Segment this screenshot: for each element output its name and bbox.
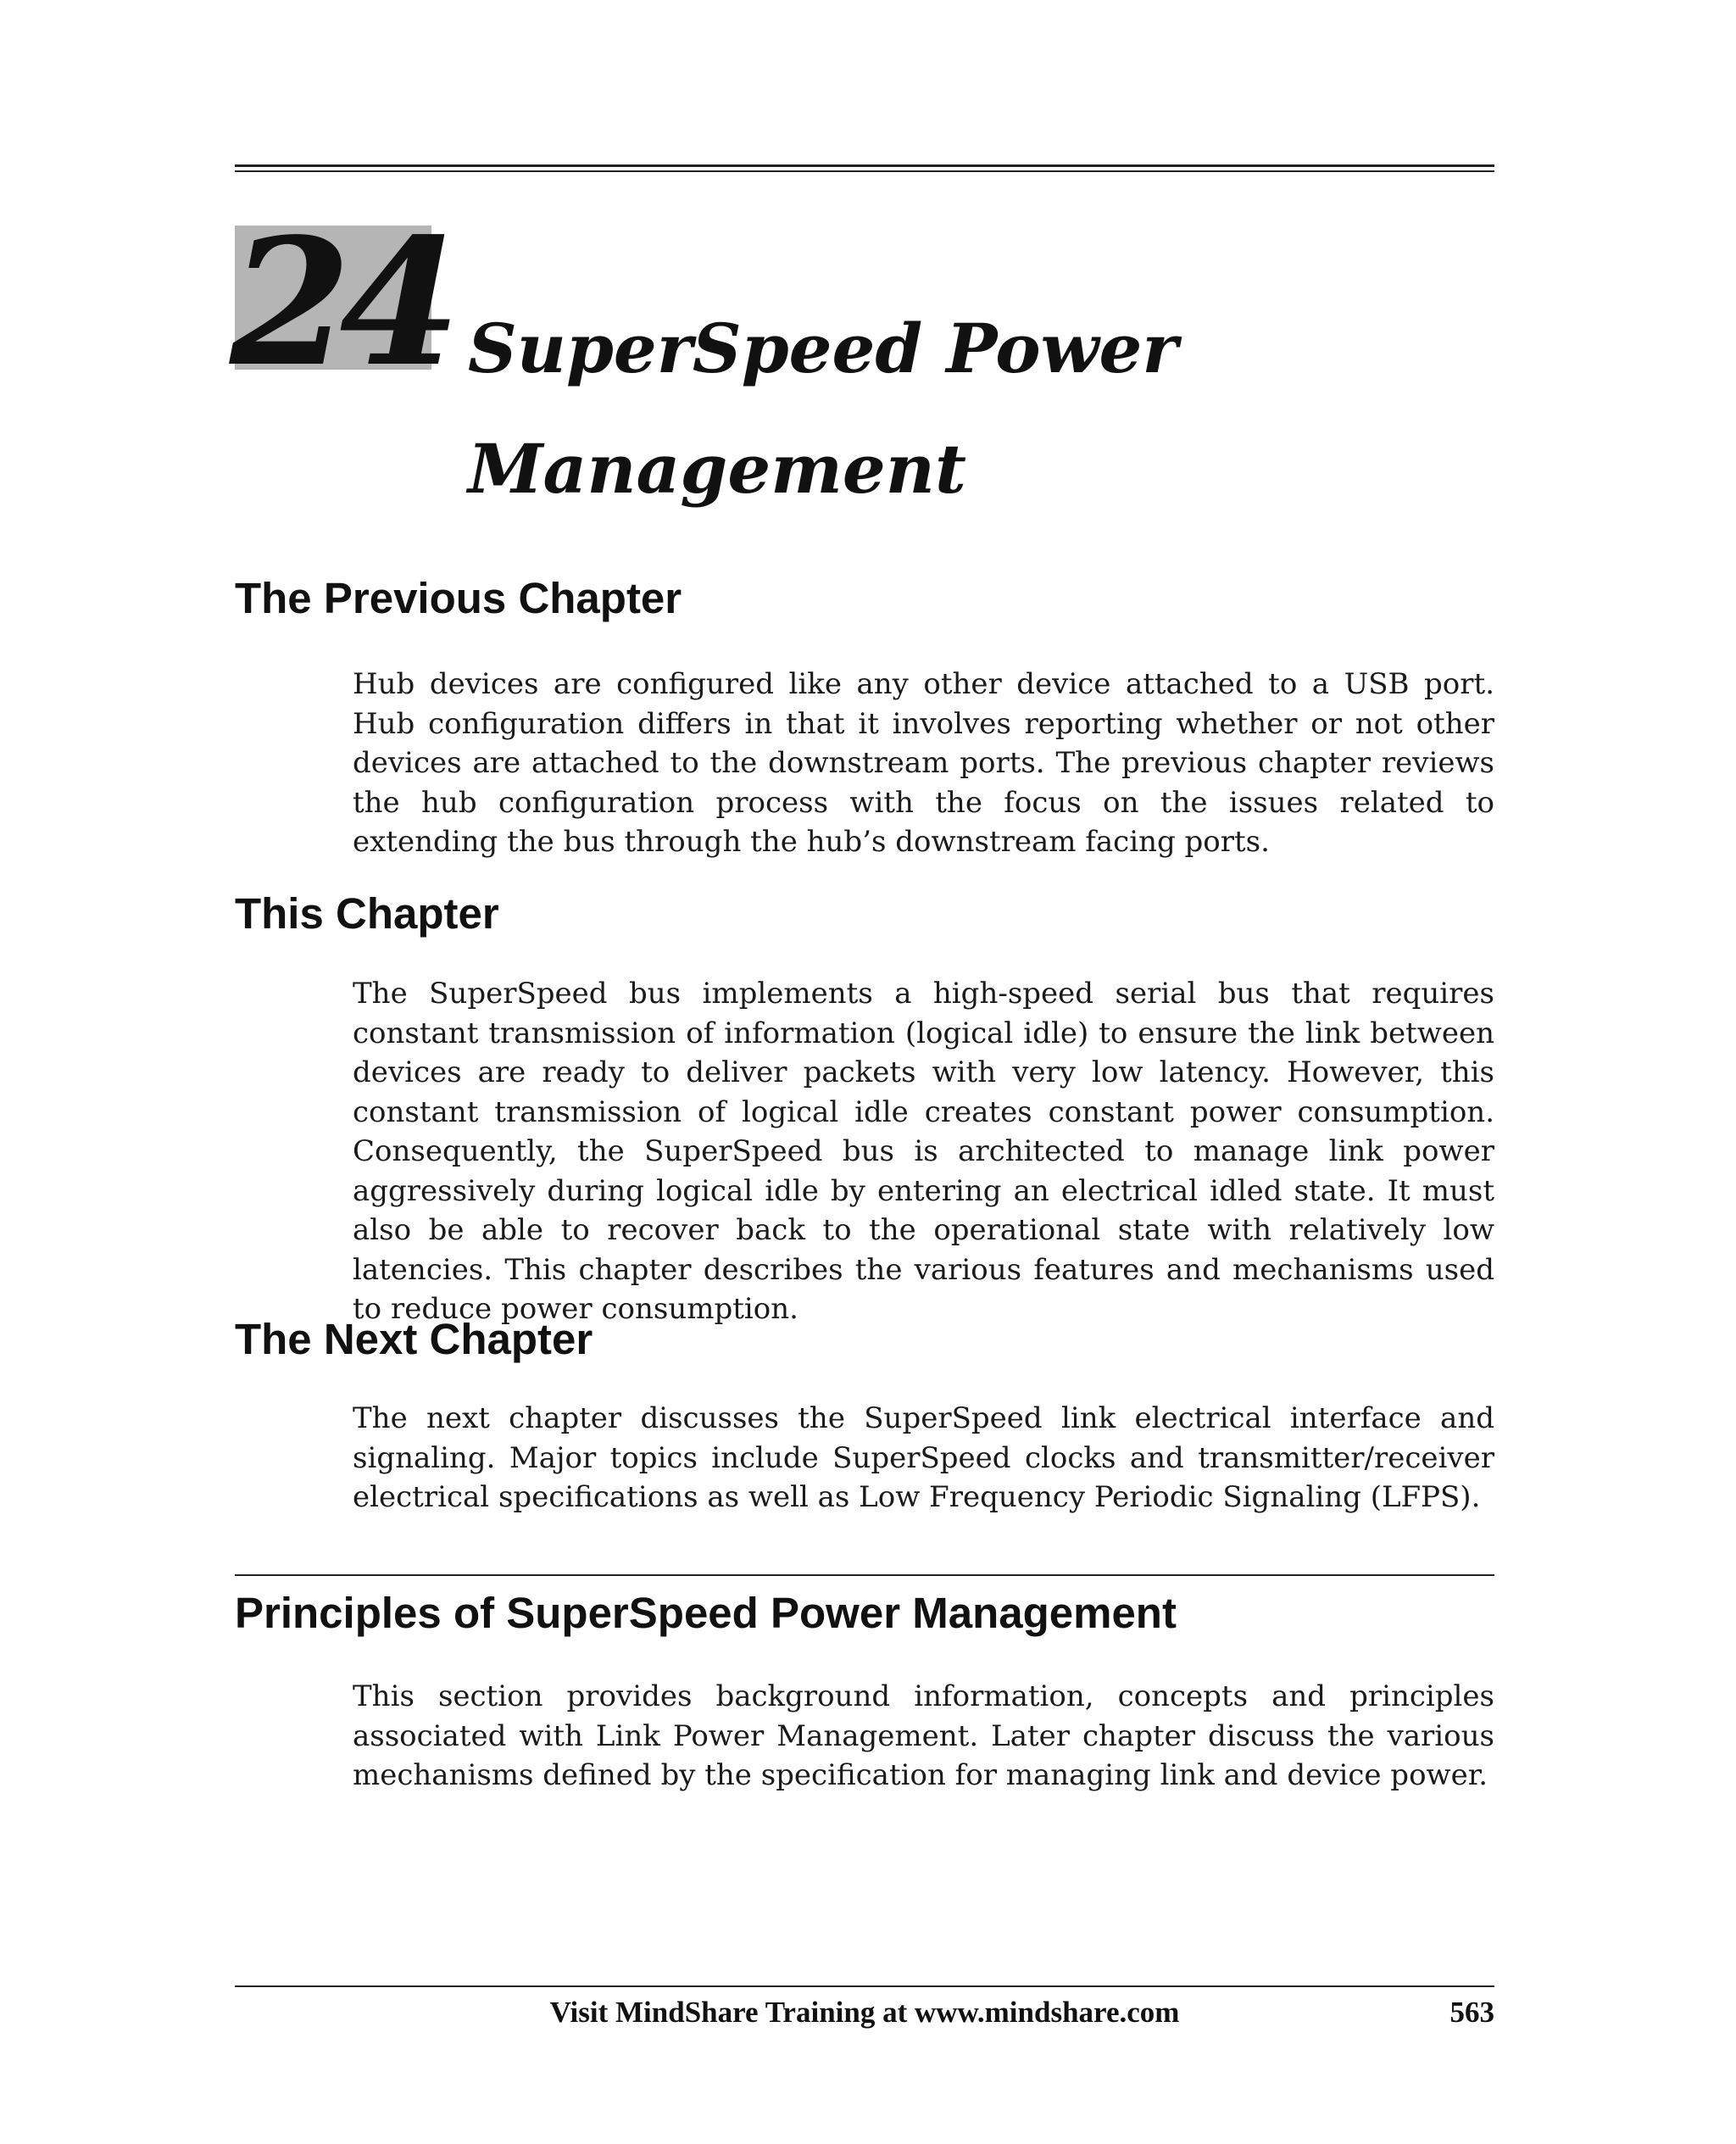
footer-rule (235, 1985, 1494, 1987)
header-rule-thin (235, 170, 1494, 172)
heading-next-chapter: The Next Chapter (235, 1315, 593, 1363)
page-number: 563 (1449, 1996, 1494, 2029)
paragraph-principles: This section provides background information, concepts and principles associated with Link Power Management. Later chapter discuss the various mechanisms defined by the specification for managing link and device power. (353, 1679, 1494, 1792)
footer-text: Visit MindShare Training at www.mindshare.com (549, 1996, 1180, 2029)
header-rule-thick (235, 164, 1494, 167)
section-divider (235, 1574, 1494, 1576)
heading-previous-chapter: The Previous Chapter (235, 574, 682, 622)
heading-principles: Principles of SuperSpeed Power Management (235, 1589, 1177, 1637)
chapter-number: 24 (230, 200, 449, 405)
chapter-title-line1: SuperSpeed Power (468, 309, 1178, 388)
paragraph-this-chapter: The SuperSpeed bus implements a high-speed serial bus that requires constant transmission of information (logical idle) to ensure the link between devices are ready to deliver packets with very low latency. However, this constant transmission of logical idle creates constant power consumption. Consequently, the SuperSpeed bus is architected to manage link power aggressively during logical idle by entering an electrical idled state. It must also be able to recover back to the operational state with relatively low latencies. This chapter describes the various features and mechanisms used to reduce power consumption. (353, 977, 1494, 1326)
chapter-title-line2: Management (468, 429, 966, 509)
chapter-number-badge (230, 200, 449, 405)
chapter-title (468, 288, 1178, 529)
paragraph-previous-chapter: Hub devices are configured like any other device attached to a USB port. Hub configuration differs in that it involves reporting whether or not other devices are attached to the downstream ports. The previous chapter reviews the hub configuration process with the focus on the issues related to extending the bus through the hub’s downstream facing ports. (353, 667, 1494, 859)
paragraph-next-chapter: The next chapter discusses the SuperSpeed link electrical interface and signaling. Major topics include SuperSpeed clocks and transmitter/receiver electrical specifications as well as Low Frequency Periodic Signaling (LFPS). (353, 1401, 1494, 1514)
heading-this-chapter: This Chapter (235, 889, 499, 938)
